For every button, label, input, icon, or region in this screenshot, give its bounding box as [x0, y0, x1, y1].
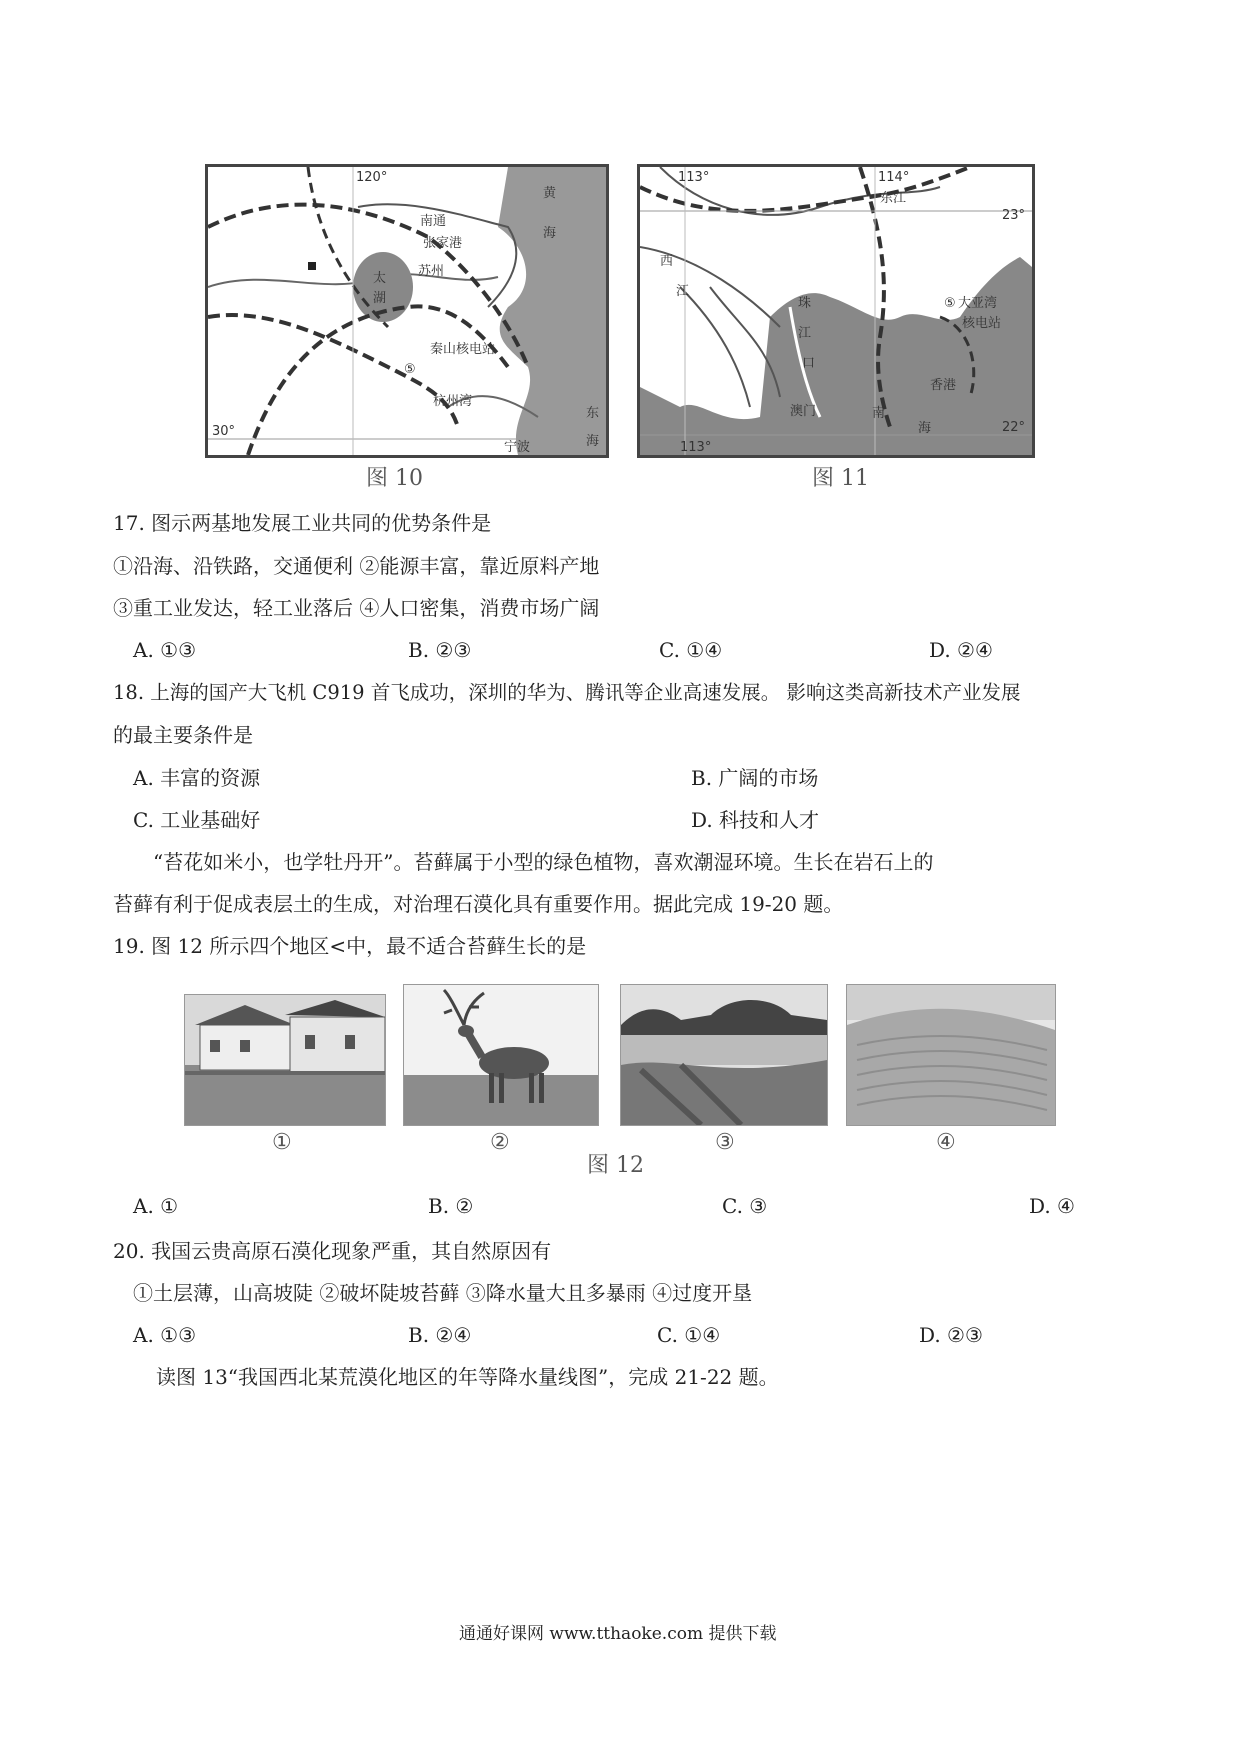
q18-stem-line-1: 18. 上海的国产大飞机 C919 首飞成功，深圳的华为、腾讯等企业高速发展。 影响这类高新技术产业发展	[113, 681, 1021, 704]
q18-option-b[interactable]: B. 广阔的市场	[691, 766, 819, 790]
q19-option-c[interactable]: C. ③	[722, 1194, 768, 1218]
q21-22-intro: 读图 13“我国西北某荒漠化地区的年等降水量线图”，完成 21-22 题。	[156, 1365, 779, 1389]
svg-text:江: 江	[798, 326, 812, 341]
map-11-drawing	[640, 167, 1032, 455]
q17-item-line-1: ①沿海、沿铁路，交通便利 ②能源丰富，靠近原料产地	[113, 554, 600, 578]
svg-text:南: 南	[872, 406, 886, 421]
svg-text:大亚湾: 大亚湾	[958, 296, 998, 311]
svg-text:南通: 南通	[420, 214, 447, 229]
svg-text:湖: 湖	[373, 291, 387, 306]
svg-text:东江: 东江	[880, 191, 907, 206]
svg-text:114°: 114°	[878, 170, 910, 185]
photo-rocky-coast	[620, 984, 828, 1126]
svg-text:珠: 珠	[798, 296, 812, 311]
svg-text:杭州湾: 杭州湾	[433, 394, 473, 409]
photo-water-town	[184, 994, 386, 1126]
passage-line-1: “苔花如米小，也学牡丹开”。苔藓属于小型的绿色植物，喜欢潮湿环境。生长在岩石上的	[153, 850, 934, 874]
q17-stem: 17. 图示两基地发展工业共同的优势条件是	[113, 511, 492, 535]
figure-12-caption: 图 12	[587, 1153, 644, 1178]
svg-text:海: 海	[918, 421, 932, 436]
figure-11-caption: 图 11	[812, 466, 869, 491]
svg-text:口: 口	[802, 356, 816, 371]
photo-label-3: ③	[715, 1130, 735, 1155]
svg-text:30°: 30°	[212, 424, 236, 439]
svg-text:23°: 23°	[1002, 208, 1026, 223]
svg-text:核电站: 核电站	[962, 316, 1002, 331]
svg-text:东: 东	[586, 406, 600, 421]
svg-text:120°: 120°	[356, 170, 388, 185]
q18-stem-line-2: 的最主要条件是	[113, 723, 253, 747]
q19-stem: 19. 图 12 所示四个地区<中，最不适合苔藓生长的是	[113, 934, 587, 958]
q17-item-line-2: ③重工业发达，轻工业落后 ④人口密集，消费市场广阔	[113, 596, 600, 620]
q19-option-d[interactable]: D. ④	[1029, 1194, 1075, 1218]
svg-text:海: 海	[586, 434, 600, 449]
map-figure-11	[637, 164, 1035, 458]
passage-line-2: 苔藓有利于促成表层土的生成，对治理石漠化具有重要作用。据此完成 19-20 题。	[113, 892, 844, 916]
map-10-drawing	[208, 167, 606, 455]
photo-desert-dunes	[846, 984, 1056, 1126]
svg-text:澳门: 澳门	[790, 404, 817, 419]
svg-text:22°: 22°	[1002, 420, 1026, 435]
svg-text:黄: 黄	[543, 186, 557, 201]
svg-text:⑤: ⑤	[404, 362, 416, 377]
q19-option-a[interactable]: A. ①	[133, 1194, 179, 1218]
q20-option-c[interactable]: C. ①④	[657, 1323, 721, 1347]
q20-items: ①土层薄，山高坡陡 ②破坏陡坡苔藓 ③降水量大且多暴雨 ④过度开垦	[133, 1281, 753, 1305]
q17-option-c[interactable]: C. ①④	[659, 638, 723, 662]
svg-text:海: 海	[543, 226, 557, 241]
q17-option-b[interactable]: B. ②③	[408, 638, 472, 662]
photo-label-2: ②	[490, 1130, 510, 1155]
q20-option-b[interactable]: B. ②④	[408, 1323, 472, 1347]
photo-reindeer	[403, 984, 599, 1126]
q20-option-a[interactable]: A. ①③	[133, 1323, 197, 1347]
svg-text:张家港: 张家港	[423, 236, 463, 251]
svg-text:西: 西	[660, 254, 674, 269]
q20-option-d[interactable]: D. ②③	[919, 1323, 983, 1347]
svg-text:宁波: 宁波	[504, 440, 531, 455]
svg-text:113°: 113°	[678, 170, 710, 185]
q19-option-b[interactable]: B. ②	[428, 1194, 474, 1218]
q18-option-c[interactable]: C. 工业基础好	[133, 808, 261, 832]
q18-option-a[interactable]: A. 丰富的资源	[133, 766, 261, 790]
photo-label-4: ④	[936, 1130, 956, 1155]
svg-text:江: 江	[676, 284, 690, 299]
q17-option-a[interactable]: A. ①③	[133, 638, 197, 662]
q18-option-d[interactable]: D. 科技和人才	[691, 808, 820, 832]
svg-text:秦山核电站: 秦山核电站	[430, 342, 496, 357]
svg-text:113°: 113°	[680, 440, 712, 455]
map-figure-10	[205, 164, 609, 458]
figure-10-caption: 图 10	[366, 466, 423, 491]
svg-text:苏州: 苏州	[418, 264, 445, 279]
photo-label-1: ①	[272, 1130, 292, 1155]
q20-stem: 20. 我国云贵高原石漠化现象严重，其自然原因有	[113, 1239, 552, 1263]
svg-text:⑤: ⑤	[944, 296, 956, 311]
q17-option-d[interactable]: D. ②④	[929, 638, 993, 662]
svg-text:太: 太	[373, 271, 387, 286]
page-footer: 通通好课网 www.tthaoke.com 提供下载	[459, 1624, 777, 1644]
svg-text:香港: 香港	[930, 378, 957, 393]
